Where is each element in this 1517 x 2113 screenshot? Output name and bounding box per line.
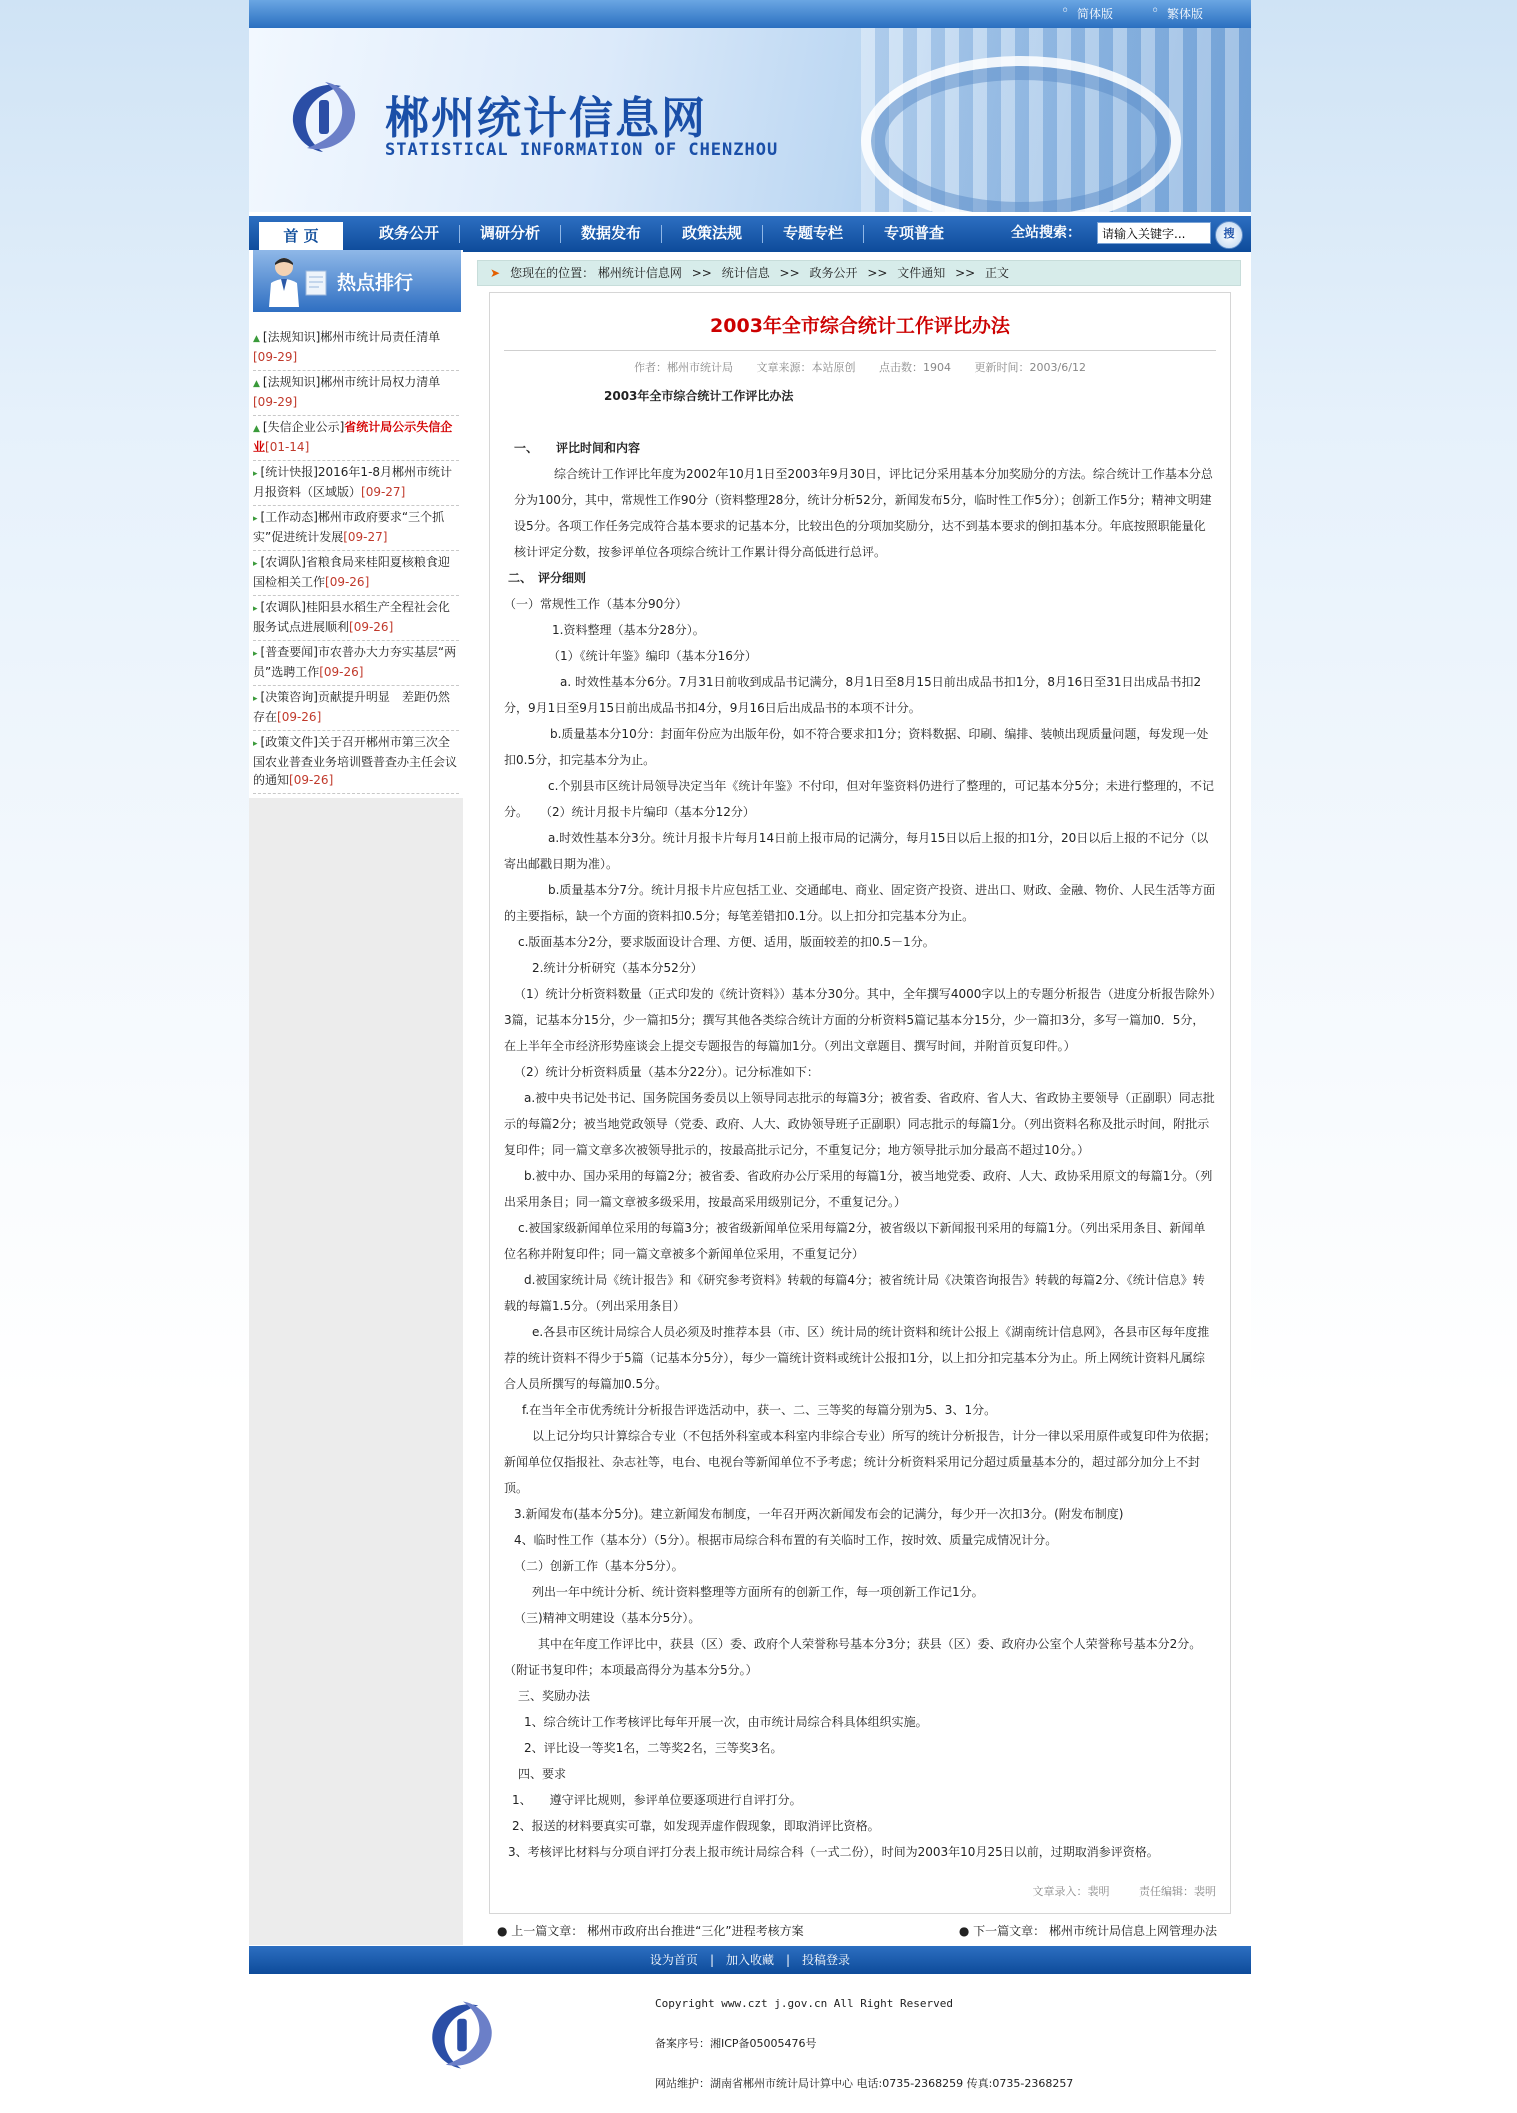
list-item-date: [09-27]	[361, 485, 406, 499]
footer-links	[249, 1946, 1251, 1974]
list-item[interactable]	[253, 551, 459, 596]
article-paragraph: c.个别县市区统计局领导决定当年《统计年鉴》不付印，但对年鉴资料仍进行了整理的，可记基本分5分；未进行整理的，不记分。 （2）统计月报卡片编印（基本分12分）	[504, 779, 1215, 819]
article-paragraph: （三)精神文明建设（基本分5分）。	[514, 1611, 701, 1625]
article-paragraph: e.各县市区统计局综合人员必须及时推荐本县（市、区）统计局的统计资料和统计公报上《湖南统计信息网》，各县市区每年度推荐的统计资料不得少于5篇（记基本分5分），每少一篇统计资料或统计公报扣1分，以上扣分扣完基本分为止。所上网统计资料凡属综合人员所撰写的每篇加0.5分。	[504, 1325, 1210, 1391]
list-item-text[interactable]: [农调队]省粮食局来桂阳夏核粮食迎国检相关工作	[253, 555, 450, 589]
article-source: 文章来源：本站原创	[756, 361, 856, 374]
breadcrumb-separator: >>	[779, 266, 800, 280]
list-item-date: [01-14]	[265, 440, 310, 454]
article-paragraph: （1）《统计年鉴》编印（基本分16分）	[548, 649, 757, 663]
hot-ranking-title: 热点排行	[337, 272, 414, 294]
article-paragraph: d.被国家统计局《统计报告》和《研究参考资料》转载的每篇4分；被省统计局《决策咨询报告》转载的每篇2分、《统计信息》转载的每篇1.5分。（列出采用条目）	[504, 1273, 1205, 1313]
list-item[interactable]	[253, 371, 459, 416]
nav-policy[interactable]: 政策法规	[681, 224, 742, 242]
search-label: 全站搜索：	[1011, 225, 1081, 241]
add-favorite-link[interactable]: 加入收藏	[725, 1953, 774, 1967]
arrow-right-icon: ▸	[253, 604, 258, 614]
next-article[interactable]: ● 下一篇文章： 郴州市统计局信息上网管理办法	[958, 1924, 1217, 1938]
list-item-text[interactable]: [政策文件]关于召开郴州市第三次全国农业普查业务培训暨普查办主任会议的通知	[253, 735, 458, 787]
site-subtitle: STATISTICAL INFORMATION OF CHENZHOU	[385, 140, 779, 160]
arrow-right-icon: ▸	[253, 559, 258, 569]
list-item[interactable]	[253, 596, 459, 641]
breadcrumb-link-notices[interactable]: 文件通知	[897, 266, 946, 280]
arrow-up-icon: ▲	[253, 379, 260, 389]
article-paragraph: （一）常规性工作（基本分90分）	[504, 597, 688, 611]
article-paragraph: 列出一年中统计分析、统计资料整理等方面所有的创新工作，每一项创新工作记1分。	[532, 1585, 984, 1599]
article-paragraph: c.版面基本分2分，要求版面设计合理、方便、适用，版面较差的扣0.5－1分。	[518, 935, 935, 949]
site-logo-icon[interactable]	[279, 72, 369, 162]
article-paragraph: 一、 评比时间和内容	[514, 441, 641, 455]
nav-census[interactable]: 专项普查	[883, 224, 944, 242]
list-item-date: [09-26]	[277, 710, 322, 724]
site-title: 郴州统计信息网	[385, 93, 707, 144]
list-item-date: [09-26]	[349, 620, 394, 634]
article-paragraph: 3.新闻发布(基本分5分)。建立新闻发布制度，一年召开两次新闻发布会的记满分，每少开一次扣3分。(附发布制度)	[514, 1507, 1124, 1521]
list-item-date: [09-26]	[325, 575, 370, 589]
arrow-right-icon: ▸	[253, 469, 258, 479]
list-item-text[interactable]: [统计快报]2016年1-8月郴州市统计月报资料（区域版）	[253, 465, 453, 499]
breadcrumb-current: 正文	[985, 266, 1010, 280]
article-paragraph: 二、 评分细则	[508, 571, 587, 585]
main-nav	[249, 212, 1251, 252]
article	[489, 292, 1231, 1914]
list-item[interactable]	[253, 461, 459, 506]
article-paragraph: a. 时效性基本分6分。7月31日前收到成品书记满分，8月1日至8月15日前出成品书扣1分，8月16日至31日出成品书扣2分，9月1日至9月15日前出成品书扣4分，9月16日后出成品书的本项不计分。	[504, 675, 1202, 715]
article-paragraph: （1）统计分析资料数量（正式印发的《统计资料》）基本分30分。其中，全年撰写4000字以上的专题分析报告（进度分析报告除外）3篇，记基本分15分，少一篇扣5分；撰写其他各类综合统计方面的分析资料5篇记基本分15分，少一篇扣3分，多写一篇加0．5分，在上半年全市经济形势座谈会上提交专题报告的每篇加1分。（列出文章题目、撰写时间，并附首页复印件。）	[504, 987, 1216, 1053]
article-paragraph: （二）创新工作（基本分5分）。	[514, 1559, 684, 1573]
breadcrumb-link-statistics[interactable]: 统计信息	[721, 266, 770, 280]
list-item-text[interactable]: [法规知识]郴州市统计局责任清单	[262, 330, 441, 344]
article-paragraph: 1、综合统计工作考核评比每年开展一次，由市统计局综合科具体组织实施。	[524, 1715, 928, 1729]
article-hits: 点击数：1904	[879, 361, 952, 374]
breadcrumb-separator: >>	[867, 266, 888, 280]
article-title: 2003年全市综合统计工作评比办法	[710, 315, 1010, 337]
simplified-link[interactable]: ◦ 简体版	[1061, 5, 1113, 22]
list-item-text[interactable]: [失信企业公示]	[262, 420, 345, 434]
list-item-text[interactable]: [法规知识]郴州市统计局权力清单	[262, 375, 441, 389]
list-item-text[interactable]: [普查要闻]市农普办大力夯实基层“两员”选聘工作	[253, 645, 457, 679]
article-navigation	[489, 1920, 1229, 1942]
article-entry: 文章录入：裴明	[1032, 1885, 1110, 1898]
article-paragraph: 综合统计工作评比年度为2002年10月1日至2003年9月30日，评比记分采用基本分加奖励分的方法。综合统计工作基本分总分为100分，其中，常规性工作90分（资料整理28分，统计分析52分，新闻发布5分，临时性工作5分）；创新工作5分；精神文明建设5分。各项工作任务完成符合基本要求的记基本分，比较出色的分项加奖励分，达不到基本要求的倒扣基本分。年底按照职能量化核计评定分数，按参评单位各项综合统计工作累计得分高低进行总评。	[514, 467, 1213, 559]
article-paragraph: b.质量基本分10分：封面年份应为出版年份，如不符合要求扣1分；资料数据、印刷、编排、装帧出现质量问题，每发现一处扣0.5分，扣完基本分为止。	[504, 727, 1209, 767]
list-item-date: [09-29]	[253, 395, 298, 409]
article-paragraph: 4、临时性工作（基本分）（5分）。根据市局综合科布置的有关临时工作，按时效、质量完成情况计分。	[514, 1533, 1058, 1547]
list-item[interactable]	[253, 686, 459, 731]
arrow-right-icon: ▸	[253, 739, 258, 749]
prev-label: 上一篇文章：	[511, 1924, 584, 1938]
article-paragraph: （2）统计分析资料质量（基本分22分）。记分标准如下：	[514, 1065, 819, 1079]
prev-article[interactable]: ● 上一篇文章： 郴州市政府出台推进“三化”进程考核方案	[497, 1924, 804, 1938]
next-label: 下一篇文章：	[973, 1924, 1046, 1938]
icp-number: 备案序号：湘ICP备05005476号	[655, 2037, 817, 2050]
article-credits	[1007, 1883, 1217, 1899]
breadcrumb-link-home[interactable]: 郴州统计信息网	[597, 266, 682, 280]
nav-research[interactable]: 调研分析	[479, 224, 540, 242]
list-item-date: [09-26]	[319, 665, 364, 679]
arrow-up-icon: ▲	[253, 424, 260, 434]
list-item-date: [09-29]	[253, 350, 298, 364]
article-meta	[490, 359, 1230, 375]
breadcrumb-label: 您现在的位置：	[510, 266, 595, 280]
footer	[249, 1974, 1251, 2113]
article-paragraph: a.被中央书记处书记、国务院国务委员以上领导同志批示的每篇3分；被省委、省政府、省人大、省政协主要领导（正副职）同志批示的每篇2分；被当地党政领导（党委、政府、人大、政协领导班子正副职）同志批示的每篇1分。（列出资料名称及批示时间，附批示复印件；同一篇文章多次被领导批示的，按最高批示记分，不重复记分；地方领导批示加分最高不超过10分。）	[504, 1091, 1215, 1157]
article-paragraph: f.在当年全市优秀统计分析报告评选活动中，获一、二、三等奖的每篇分别为5、3、1分。	[522, 1403, 997, 1417]
article-paragraph: b.被中办、国办采用的每篇2分；被省委、省政府办公厅采用的每篇1分，被当地党委、政府、人大、政协采用原文的每篇1分。（列出采用条目；同一篇文章被多级采用，按最高采用级别记分，不重复记分。）	[504, 1169, 1213, 1209]
sidebar	[249, 250, 463, 1945]
arrow-right-icon: ▸	[253, 694, 258, 704]
article-paragraph: 3、考核评比材料与分项自评打分表上报市统计局综合科（一式二份），时间为2003年10月25日以前，过期取消参评资格。	[508, 1845, 1159, 1859]
article-paragraph: 其中在年度工作评比中，获县（区）委、政府个人荣誉称号基本分3分；获县（区）委、政府办公室个人荣誉称号基本分2分。（附证书复印件；本项最高得分为基本分5分。）	[504, 1637, 1202, 1677]
arrow-right-icon: ➤	[490, 266, 501, 280]
article-paragraph	[504, 409, 1216, 435]
breadcrumb-link-affairs[interactable]: 政务公开	[809, 266, 858, 280]
traditional-link[interactable]: ◦ 繁体版	[1151, 5, 1203, 22]
article-paragraph: 2、评比设一等奖1名，二等奖2名，三等奖3名。	[524, 1741, 783, 1755]
article-paragraph: 1、 遵守评比规则，参评单位要逐项进行自评打分。	[512, 1793, 802, 1807]
list-item[interactable]	[253, 641, 459, 686]
article-paragraph: 1.资料整理（基本分28分）。	[552, 623, 705, 637]
arrow-up-icon: ▲	[253, 334, 260, 344]
article-paragraph: a.时效性基本分3分。统计月报卡片每月14日前上报市局的记满分，每月15日以后上报的扣1分，20日以后上报的不记分（以寄出邮戳日期为准）。	[504, 831, 1209, 871]
footer-logo-icon	[419, 1992, 505, 2078]
copyright-text: Copyright www.czt j.gov.cn All Right Reserved	[655, 1997, 954, 2010]
article-paragraph: 四、要求	[518, 1767, 567, 1781]
article-paragraph: 2003年全市综合统计工作评比办法	[604, 389, 794, 403]
search-button[interactable]: 搜	[1215, 221, 1243, 249]
set-homepage-link[interactable]: 设为首页	[649, 1953, 698, 1967]
nav-government-affairs[interactable]: 政务公开	[378, 224, 439, 242]
list-item[interactable]	[253, 416, 459, 461]
title-divider	[504, 350, 1216, 351]
list-item-date: [09-26]	[289, 773, 334, 787]
document-icon	[305, 270, 327, 296]
list-item[interactable]	[253, 506, 459, 551]
top-bar	[249, 0, 1251, 28]
hot-ranking-header	[253, 250, 461, 312]
breadcrumb	[477, 260, 1241, 286]
list-item-text[interactable]: [农调队]桂阳县水稻生产全程社会化服务试点进展顺利	[253, 600, 450, 634]
list-item[interactable]	[253, 326, 459, 371]
nav-data-release[interactable]: 数据发布	[580, 224, 641, 242]
search-input[interactable]	[1097, 222, 1211, 244]
list-item-highlight[interactable]: 省统计局公示失信企业	[253, 420, 453, 454]
list-item-date: [09-27]	[343, 530, 388, 544]
article-paragraph: 2.统计分析研究（基本分52分）	[532, 961, 703, 975]
article-paragraph: c.被国家级新闻单位采用的每篇3分；被省级新闻单位采用每篇2分，被省级以下新闻报刊采用的每篇1分。（列出采用条目、新闻单位名称并附复印件；同一篇文章被多个新闻单位采用，不重复记分）	[504, 1221, 1206, 1261]
stadium-image	[861, 56, 1181, 212]
sidebar-background	[249, 798, 463, 1945]
page	[249, 0, 1251, 2113]
submit-login-link[interactable]: 投稿登录	[802, 1953, 851, 1967]
article-paragraph: b.质量基本分7分。统计月报卡片应包括工业、交通邮电、商业、固定资产投资、进出口、财政、金融、物价、人民生活等方面的主要指标，缺一个方面的资料扣0.5分；每笔差错扣0.1分。以上扣分扣完基本分为止。	[504, 883, 1216, 923]
breadcrumb-separator: >>	[691, 266, 712, 280]
breadcrumb-separator: >>	[955, 266, 976, 280]
article-paragraph: 三、奖励办法	[518, 1689, 591, 1703]
site-banner	[249, 28, 1251, 212]
list-item-text[interactable]: [工作动态]郴州市政府要求“三个抓实”促进统计发展	[253, 510, 445, 544]
nav-home[interactable]: 首 页	[259, 222, 343, 250]
article-paragraph: 2、报送的材料要真实可靠，如发现弄虚作假现象，即取消评比资格。	[512, 1819, 880, 1833]
article-editor: 责任编辑：裴明	[1139, 1885, 1216, 1898]
next-title[interactable]: 郴州市统计局信息上网管理办法	[1048, 1924, 1217, 1938]
prev-title[interactable]: 郴州市政府出台推进“三化”进程考核方案	[587, 1924, 804, 1938]
article-body	[490, 375, 1230, 1865]
arrow-right-icon: ▸	[253, 649, 258, 659]
maintainer-text: 网站维护：湖南省郴州市统计局计算中心 电话:0735-2368259 传真:0735-2368257	[655, 2077, 1074, 2090]
article-author: 作者：郴州市统计局	[634, 361, 734, 374]
footer-separator: |	[786, 1953, 791, 1967]
article-paragraph: 以上记分均只计算综合专业（不包括外科室或本科室内非综合专业）所写的统计分析报告，计分一律以采用原件或复印件为依据；新闻单位仅指报社、杂志社等，电台、电视台等新闻单位不予考虑；统计分析资料采用记分超过质量基本分的，超过部分加分上不封顶。	[504, 1429, 1217, 1495]
hot-ranking-list	[249, 326, 463, 794]
person-icon	[267, 255, 301, 307]
list-item-text[interactable]: [决策咨询]贡献提升明显 差距仍然存在	[253, 690, 450, 724]
article-updated: 更新时间：2003/6/12	[974, 361, 1086, 374]
nav-topics[interactable]: 专题专栏	[782, 224, 843, 242]
list-item[interactable]	[253, 731, 459, 794]
arrow-right-icon: ▸	[253, 514, 258, 524]
footer-separator: |	[709, 1953, 714, 1967]
